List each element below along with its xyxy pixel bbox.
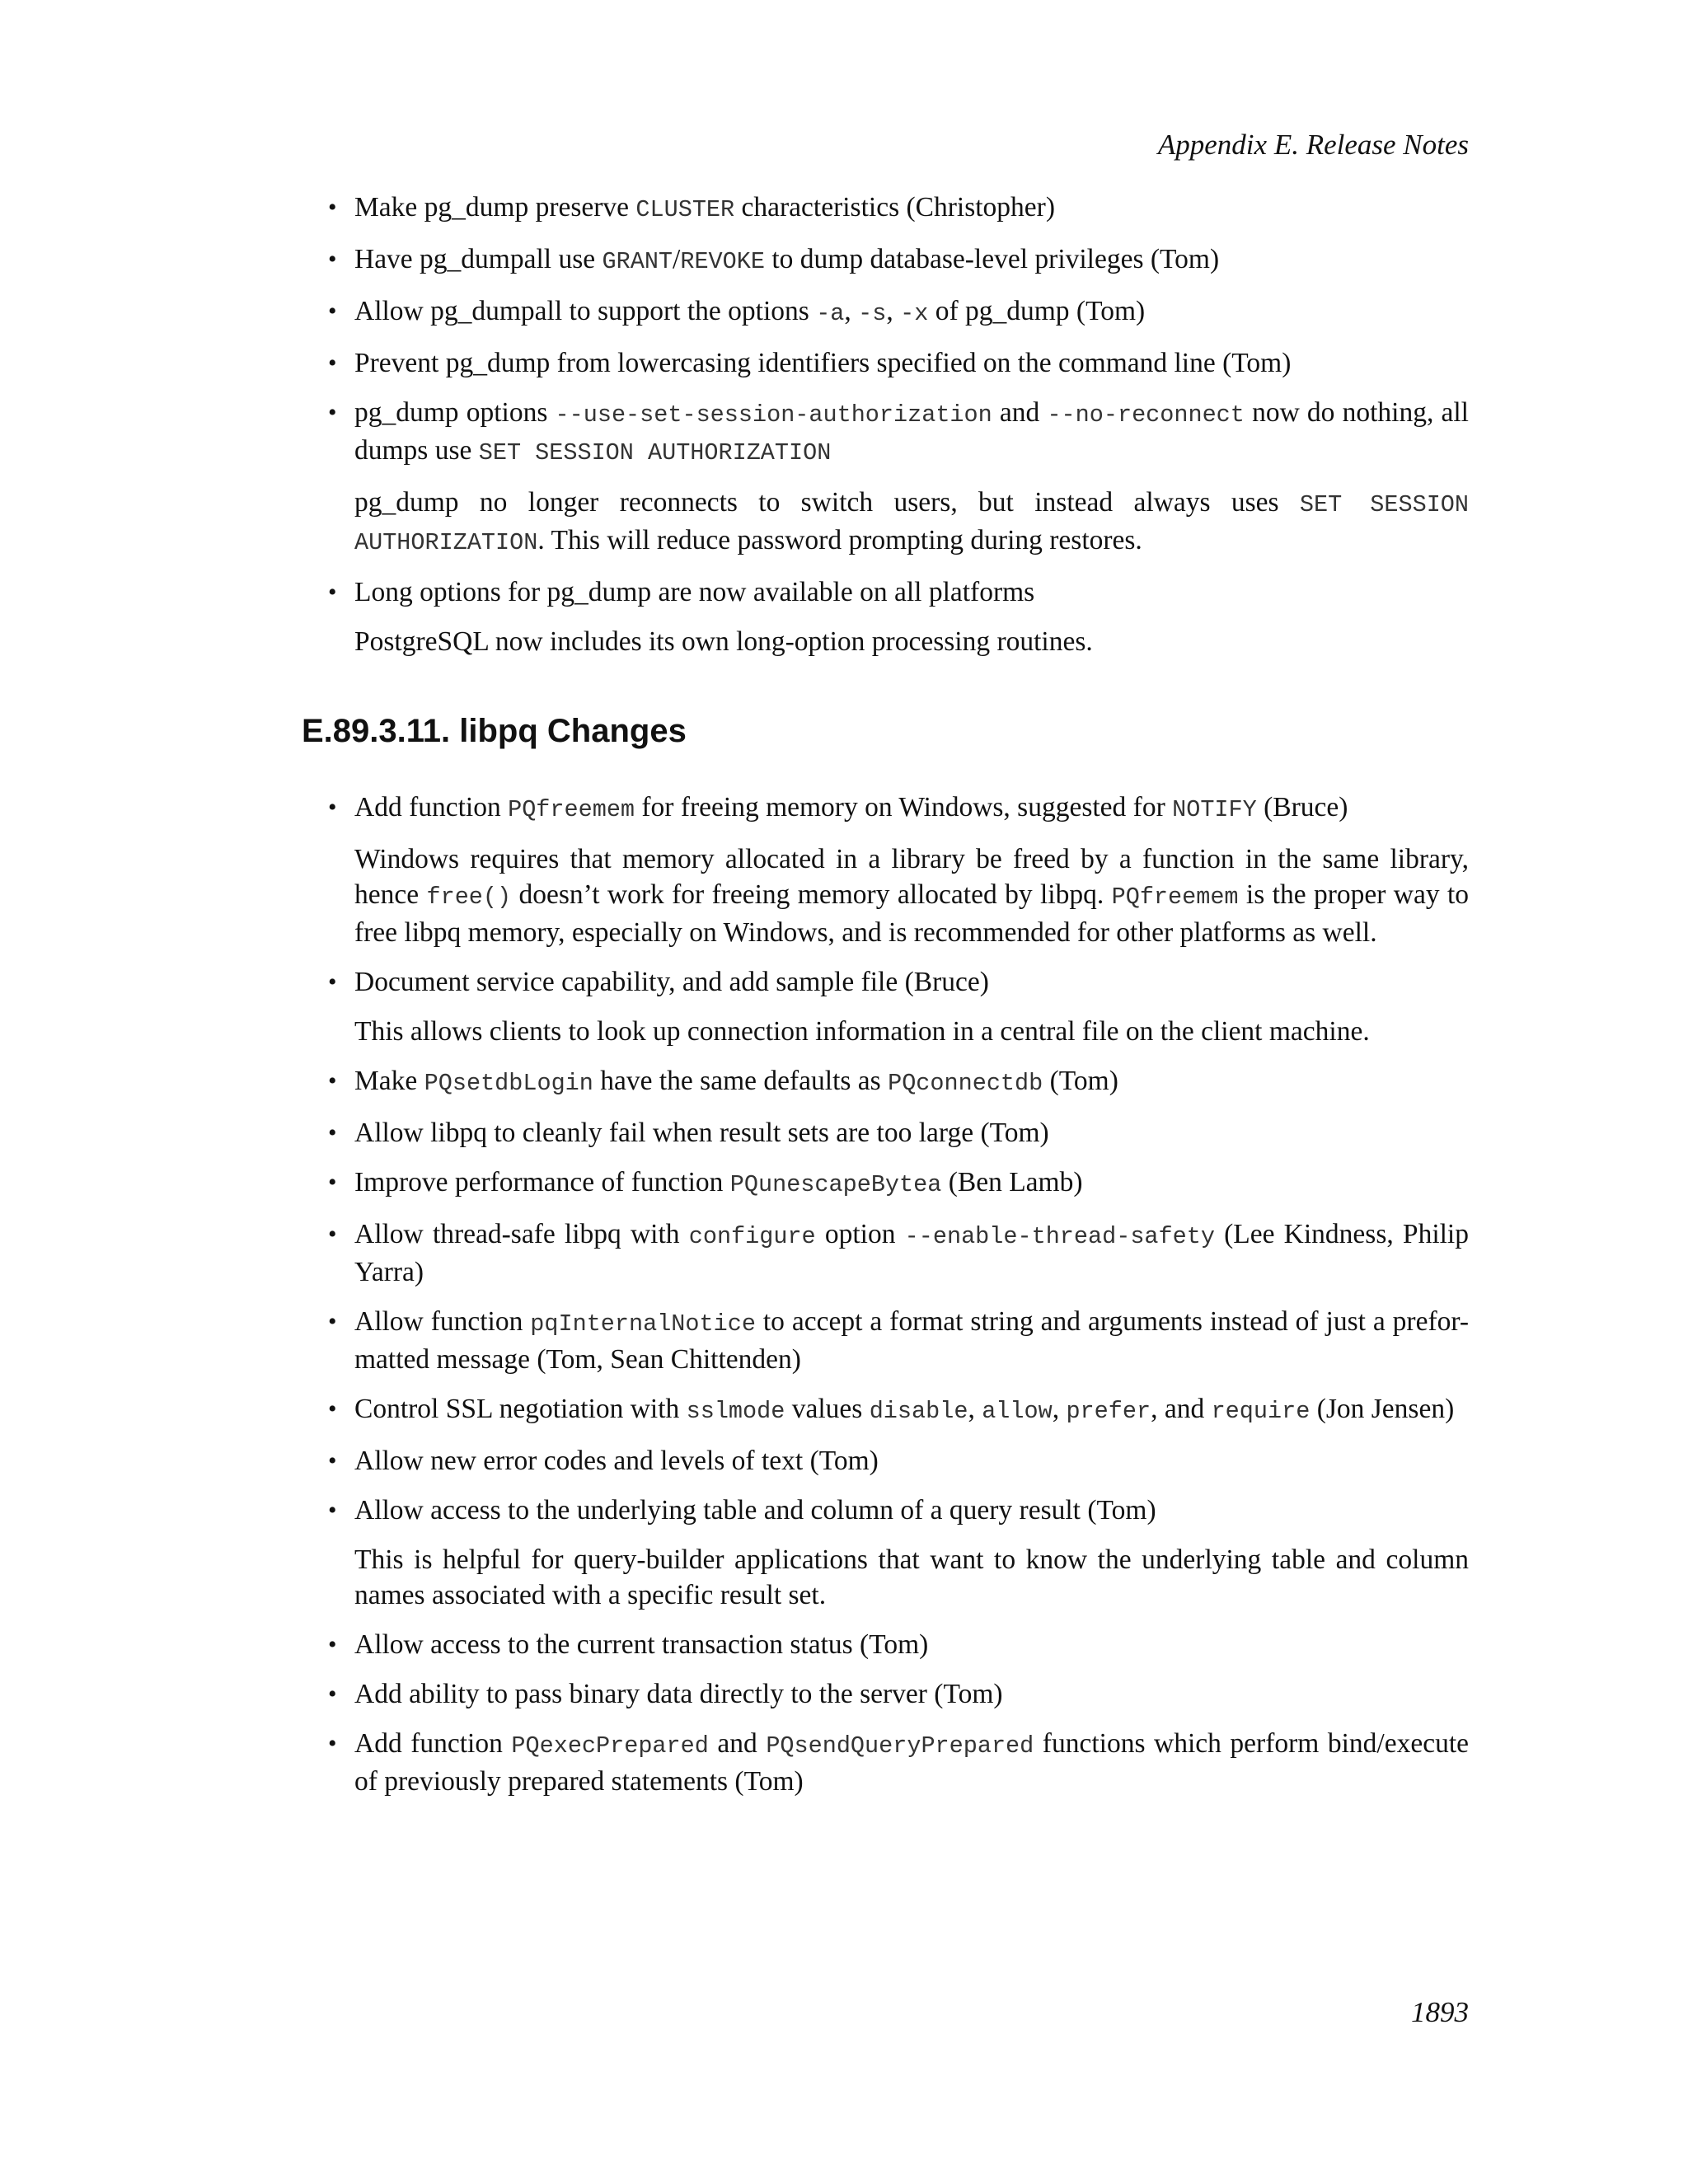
pg-dump-changes-list	[328, 190, 1469, 659]
page-number: 1893	[1411, 1996, 1469, 2028]
list-item: • Add function PQexecPrepared and PQsendQueryPrepared functions which perform bind/execute of previously prepared statements (Tom)	[328, 1726, 1469, 1799]
bullet-marker: •	[328, 1169, 337, 1196]
bullet-marker: •	[328, 194, 337, 221]
item-note: Windows requires that memory allocated in a library be freed by a function in the same library, hence free() doesn’t work for freeing memory allocated by libpq. PQfreemem is the proper way to free libpq memory, especially on Windows, and is recommended for other platforms as well.	[354, 844, 1470, 948]
page-content	[302, 190, 1470, 1813]
list-item: • Allow access to the underlying table and column of a query result (Tom) This is helpful for query-builder applications that want to know the underlying table and column names associated with a specific result set.	[328, 1493, 1469, 1613]
list-item: • Allow new error codes and levels of text (Tom)	[328, 1443, 1469, 1479]
bullet-marker: •	[328, 298, 337, 325]
bullet-marker: •	[328, 246, 337, 273]
list-item: • Allow pg_dumpall to support the options -a, -s, -x of pg_dump (Tom)	[328, 293, 1469, 331]
bullet-marker: •	[328, 399, 337, 426]
list-item: • Add function PQfreemem for freeing memory on Windows, suggested for NOTIFY (Bruce) Windows requires that memory allocated in a library be freed by a function in the same library, hence free() doesn’t work for freeing memory allocated by libpq. PQfreemem is the proper way to free libpq memory, especially on Windows, and is recommended for other platforms as well.	[328, 790, 1469, 950]
list-item: • Long options for pg_dump are now available on all platforms PostgreSQL now includes its own long-option processing routines.	[328, 574, 1469, 659]
item-note: PostgreSQL now includes its own long-option processing routines.	[354, 626, 1093, 657]
list-item: • pg_dump options --use-set-session-authorization and --no-reconnect now do nothing, all dumps use SET SESSION AUTHORIZATION pg_dump no longer reconnects to switch users, but instead always uses SET SESSION AUTHORIZATION. This will reduce password prompting during restores.	[328, 395, 1469, 560]
bullet-marker: •	[328, 1497, 337, 1524]
list-item: • Allow function pqInternalNotice to accept a format string and arguments instead of just a prefor-matted message (Tom, Sean Chittenden)	[328, 1304, 1469, 1377]
list-item: • Make pg_dump preserve CLUSTER characteristics (Christopher)	[328, 190, 1469, 227]
bullet-marker: •	[328, 1447, 337, 1474]
item-note: pg_dump no longer reconnects to switch users, but instead always uses SET SESSION AUTHORIZATION. This will reduce password prompting during restores.	[354, 487, 1469, 556]
item-note: This is helpful for query-builder applications that want to know the underlying table and column names associated with a specific result set.	[354, 1544, 1469, 1610]
list-item: • Prevent pg_dump from lowercasing identifiers specified on the command line (Tom)	[328, 345, 1469, 381]
bullet-marker: •	[328, 1308, 337, 1335]
list-item: • Allow access to the current transaction status (Tom)	[328, 1627, 1469, 1662]
list-item: • Control SSL negotiation with sslmode values disable, allow, prefer, and require (Jon Jensen)	[328, 1391, 1469, 1429]
list-item: • Improve performance of function PQunescapeBytea (Ben Lamb)	[328, 1165, 1469, 1202]
bullet-marker: •	[328, 794, 337, 821]
libpq-changes-list	[328, 790, 1469, 1799]
bullet-marker: •	[328, 1631, 337, 1658]
bullet-marker: •	[328, 1067, 337, 1094]
bullet-marker: •	[328, 349, 337, 377]
bullet-marker: •	[328, 1730, 337, 1757]
list-item: • Have pg_dumpall use GRANT/REVOKE to dump database-level privileges (Tom)	[328, 241, 1469, 279]
list-item: • Add ability to pass binary data directly to the server (Tom)	[328, 1676, 1469, 1712]
list-item: • Allow libpq to cleanly fail when result sets are too large (Tom)	[328, 1115, 1469, 1151]
running-header: Appendix E. Release Notes	[1157, 129, 1469, 161]
list-item: • Make PQsetdbLogin have the same defaults as PQconnectdb (Tom)	[328, 1063, 1469, 1101]
bullet-marker: •	[328, 1221, 337, 1248]
bullet-marker: •	[328, 579, 337, 606]
list-item: • Document service capability, and add sample file (Bruce) This allows clients to look up connection information in a central file on the client machine.	[328, 964, 1469, 1049]
list-item: • Allow thread-safe libpq with configure option --enable-thread-safety (Lee Kindness, Philip Yarra)	[328, 1216, 1469, 1290]
bullet-marker: •	[328, 1395, 337, 1422]
item-note: This allows clients to look up connection information in a central file on the client machine.	[354, 1016, 1370, 1047]
bullet-marker: •	[328, 968, 337, 996]
section-heading: E.89.3.11. libpq Changes	[302, 713, 687, 749]
bullet-marker: •	[328, 1119, 337, 1146]
bullet-marker: •	[328, 1680, 337, 1708]
